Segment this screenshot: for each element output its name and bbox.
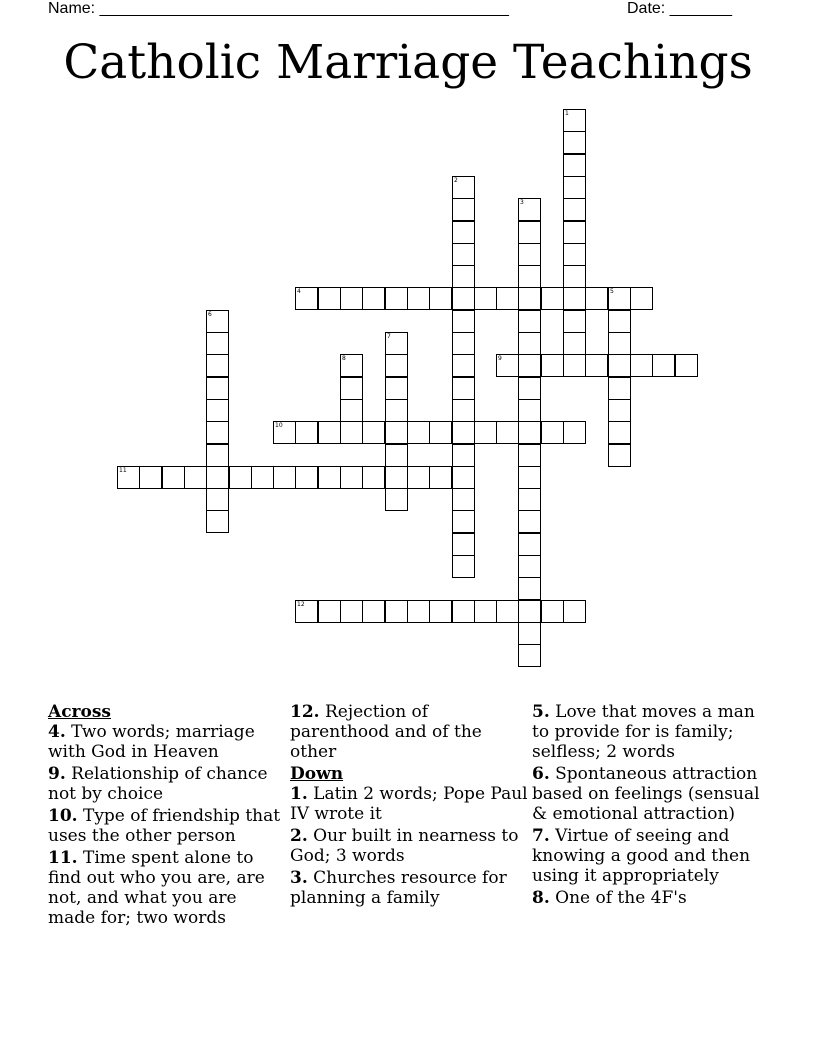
grid-cell[interactable] (452, 287, 475, 310)
date-label: Date: (627, 0, 666, 17)
grid-cell[interactable] (496, 287, 519, 310)
grid-cell[interactable] (452, 198, 475, 221)
grid-cell[interactable] (206, 444, 229, 467)
grid-cell[interactable] (563, 131, 586, 154)
grid-cell[interactable] (385, 421, 408, 444)
grid-cell[interactable] (206, 399, 229, 422)
clue-number: 11 (119, 467, 127, 474)
grid-cell[interactable] (563, 310, 586, 333)
grid-cell[interactable] (563, 176, 586, 199)
across-clue-4: 4. Two words; marriage with God in Heaven (48, 722, 255, 762)
grid-cell[interactable] (407, 287, 430, 310)
grid-cell[interactable] (518, 421, 541, 444)
across-clue-9: 9. Relationship of chance not by choice (48, 764, 268, 804)
grid-cell[interactable] (608, 421, 631, 444)
grid-cell[interactable] (585, 287, 608, 310)
grid-cell[interactable] (229, 466, 252, 489)
grid-cell[interactable] (452, 377, 475, 400)
grid-cell[interactable] (541, 421, 564, 444)
grid-cell[interactable] (452, 221, 475, 244)
grid-cell[interactable] (518, 310, 541, 333)
clue-number: 7 (387, 333, 391, 340)
grid-cell[interactable] (385, 466, 408, 489)
down-clue-5: 5. Love that moves a man to provide for is family; selfless; 2 words (532, 702, 755, 762)
grid-cell[interactable] (518, 399, 541, 422)
grid-cell[interactable] (518, 354, 541, 377)
grid-cell[interactable] (452, 243, 475, 266)
grid-cell[interactable] (206, 466, 229, 489)
down-clue-7: 7. Virtue of seeing and knowing a good and then using it appropriately (532, 826, 751, 886)
grid-cell[interactable] (273, 421, 296, 444)
grid-cell[interactable] (385, 399, 408, 422)
grid-cell[interactable] (608, 287, 631, 310)
grid-cell[interactable] (452, 555, 475, 578)
grid-cell[interactable] (452, 533, 475, 556)
grid-cell[interactable] (608, 354, 631, 377)
grid-cell[interactable] (563, 109, 586, 132)
grid-cell[interactable] (630, 287, 653, 310)
down-clue-8: 8. One of the 4F's (532, 888, 687, 908)
grid-cell[interactable] (452, 265, 475, 288)
grid-cell[interactable] (340, 466, 363, 489)
clue-number: 6 (208, 311, 212, 318)
grid-cell[interactable] (362, 287, 385, 310)
grid-cell[interactable] (608, 377, 631, 400)
grid-cell[interactable] (518, 243, 541, 266)
grid-cell[interactable] (518, 466, 541, 489)
grid-cell[interactable] (518, 444, 541, 467)
grid-cell[interactable] (407, 466, 430, 489)
grid-cell[interactable] (385, 444, 408, 467)
down-clue-1: 1. Latin 2 words; Pope Paul IV wrote it (290, 784, 528, 824)
grid-cell[interactable] (385, 332, 408, 355)
grid-cell[interactable] (541, 600, 564, 623)
grid-cell[interactable] (340, 421, 363, 444)
grid-cell[interactable] (206, 332, 229, 355)
clue-number: 8 (342, 355, 346, 362)
grid-cell[interactable] (318, 600, 341, 623)
grid-cell[interactable] (518, 510, 541, 533)
grid-cell[interactable] (518, 555, 541, 578)
grid-cell[interactable] (518, 265, 541, 288)
grid-cell[interactable] (452, 444, 475, 467)
grid-cell[interactable] (452, 488, 475, 511)
grid-cell[interactable] (273, 466, 296, 489)
clues-column-2 (290, 702, 528, 910)
grid-cell[interactable] (429, 287, 452, 310)
grid-cell[interactable] (563, 332, 586, 355)
clue-number: 4 (297, 288, 301, 295)
down-heading: Down (290, 764, 344, 784)
clues-column-1 (48, 702, 286, 930)
grid-cell[interactable] (541, 287, 564, 310)
grid-cell[interactable] (518, 488, 541, 511)
grid-cell[interactable] (675, 354, 698, 377)
grid-cell[interactable] (318, 287, 341, 310)
grid-cell[interactable] (474, 421, 497, 444)
grid-cell[interactable] (206, 310, 229, 333)
grid-cell[interactable] (452, 310, 475, 333)
grid-cell[interactable] (407, 421, 430, 444)
grid-cell[interactable] (474, 287, 497, 310)
grid-cell[interactable] (563, 221, 586, 244)
clue-number: 2 (454, 177, 458, 184)
grid-cell[interactable] (452, 354, 475, 377)
grid-cell[interactable] (518, 577, 541, 600)
grid-cell[interactable] (162, 466, 185, 489)
grid-cell[interactable] (340, 287, 363, 310)
grid-cell[interactable] (608, 399, 631, 422)
grid-cell[interactable] (206, 377, 229, 400)
across-clue-11: 11. Time spent alone to find out who you are, are not, and what you are made for; two words (48, 848, 265, 928)
grid-cell[interactable] (429, 466, 452, 489)
grid-cell[interactable] (340, 600, 363, 623)
grid-cell[interactable] (251, 466, 274, 489)
grid-cell[interactable] (452, 510, 475, 533)
grid-cell[interactable] (541, 354, 564, 377)
grid-cell[interactable] (362, 600, 385, 623)
grid-cell[interactable] (318, 421, 341, 444)
grid-cell[interactable] (518, 198, 541, 221)
grid-cell[interactable] (340, 354, 363, 377)
grid-cell[interactable] (630, 354, 653, 377)
grid-cell[interactable] (563, 600, 586, 623)
across-heading: Across (48, 702, 111, 722)
grid-cell[interactable] (295, 287, 318, 310)
grid-cell[interactable] (563, 354, 586, 377)
grid-cell[interactable] (429, 600, 452, 623)
grid-cell[interactable] (362, 421, 385, 444)
grid-cell[interactable] (117, 466, 140, 489)
grid-cell[interactable] (652, 354, 675, 377)
grid-cell[interactable] (563, 265, 586, 288)
grid-cell[interactable] (496, 354, 519, 377)
grid-cell[interactable] (518, 332, 541, 355)
clue-number: 10 (275, 422, 283, 429)
grid-cell[interactable] (496, 600, 519, 623)
grid-cell[interactable] (385, 287, 408, 310)
grid-cell[interactable] (518, 221, 541, 244)
grid-cell[interactable] (518, 377, 541, 400)
grid-cell[interactable] (362, 466, 385, 489)
grid-cell[interactable] (206, 421, 229, 444)
grid-cell[interactable] (295, 466, 318, 489)
date-blank[interactable]: _______ (669, 0, 732, 17)
grid-cell[interactable] (452, 399, 475, 422)
puzzle-title: Catholic Marriage Teachings (63, 35, 753, 90)
name-label: Name: (48, 0, 96, 17)
grid-cell[interactable] (563, 421, 586, 444)
down-clue-3: 3. Churches resource for planning a family (290, 868, 507, 908)
grid-cell[interactable] (563, 154, 586, 177)
grid-cell[interactable] (139, 466, 162, 489)
grid-cell[interactable] (206, 510, 229, 533)
across-clue-10: 10. Type of friendship that uses the other person (48, 806, 281, 846)
grid-cell[interactable] (318, 466, 341, 489)
grid-cell[interactable] (385, 377, 408, 400)
down-clue-6: 6. Spontaneous attraction based on feelings (sensual & emotional attraction) (532, 764, 760, 824)
clue-number: 9 (498, 355, 502, 362)
grid-cell[interactable] (340, 377, 363, 400)
grid-cell[interactable] (206, 488, 229, 511)
clue-number: 12 (297, 601, 305, 608)
grid-cell[interactable] (452, 176, 475, 199)
clue-number: 5 (610, 288, 614, 295)
grid-cell[interactable] (563, 243, 586, 266)
grid-cell[interactable] (385, 600, 408, 623)
grid-cell[interactable] (295, 421, 318, 444)
grid-cell[interactable] (429, 421, 452, 444)
grid-cell[interactable] (563, 287, 586, 310)
grid-cell[interactable] (452, 600, 475, 623)
grid-cell[interactable] (518, 600, 541, 623)
grid-cell[interactable] (585, 354, 608, 377)
grid-cell[interactable] (385, 488, 408, 511)
grid-cell[interactable] (518, 533, 541, 556)
grid-cell[interactable] (407, 600, 430, 623)
grid-cell[interactable] (340, 399, 363, 422)
grid-cell[interactable] (518, 644, 541, 667)
grid-cell[interactable] (496, 421, 519, 444)
grid-cell[interactable] (608, 310, 631, 333)
name-blank[interactable]: ______________________________________________ (99, 0, 509, 17)
across-clue-12: 12. Rejection of parenthood and of the other (290, 702, 482, 762)
grid-cell[interactable] (452, 332, 475, 355)
grid-cell[interactable] (385, 354, 408, 377)
grid-cell[interactable] (518, 287, 541, 310)
grid-cell[interactable] (474, 600, 497, 623)
grid-cell[interactable] (608, 444, 631, 467)
grid-cell[interactable] (184, 466, 207, 489)
grid-cell[interactable] (295, 600, 318, 623)
grid-cell[interactable] (518, 622, 541, 645)
clue-number: 1 (565, 110, 569, 117)
grid-cell[interactable] (608, 332, 631, 355)
grid-cell[interactable] (563, 198, 586, 221)
grid-cell[interactable] (452, 421, 475, 444)
clues-column-3 (532, 702, 770, 910)
down-clue-2: 2. Our built in nearness to God; 3 words (290, 826, 519, 866)
grid-cell[interactable] (452, 466, 475, 489)
grid-cell[interactable] (206, 354, 229, 377)
clue-number: 3 (520, 199, 524, 206)
